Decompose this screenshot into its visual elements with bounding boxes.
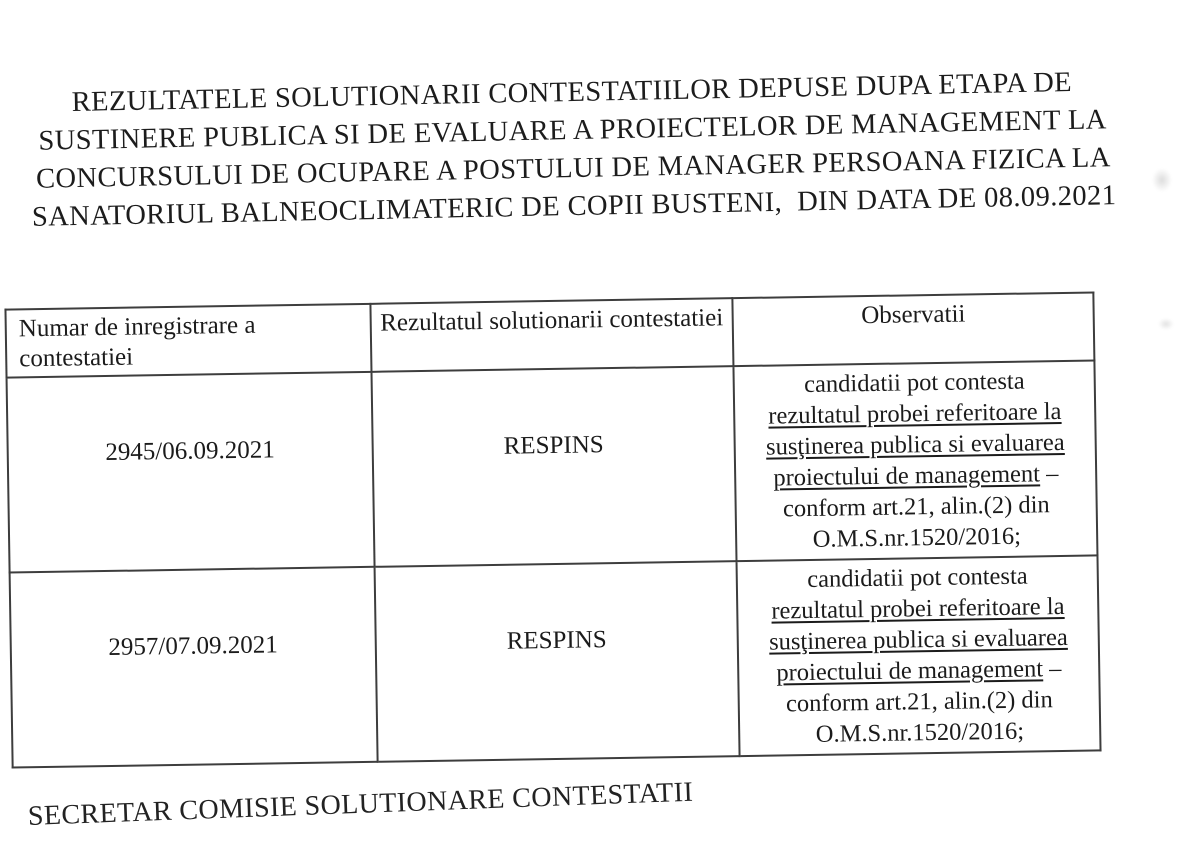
- observation-dash: –: [1042, 655, 1062, 683]
- observation-line: conform art.21, alin.(2) din: [785, 686, 1053, 718]
- table-row: [7, 360, 1098, 572]
- result-cell: RESPINS: [371, 366, 737, 567]
- title-line-3: CONCURSULUI DE OCUPARE A POSTULUI DE MANAGER PERSOANA FIZICA LA: [35, 142, 1111, 195]
- scan-artifact: [1152, 168, 1172, 192]
- header-observations: Observatii: [733, 292, 1095, 366]
- scan-artifact: [1158, 318, 1174, 330]
- title-line-4: SANATORIUL BALNEOCLIMATERIC DE COPII BUSTENI, DIN DATA DE 08.09.2021: [31, 180, 1117, 233]
- observation-underlined-text: proiectului de management: [776, 655, 1044, 687]
- title-line-1: REZULTATELE SOLUTIONARII CONTESTATIILOR DEPUSE DUPA ETAPA DE: [71, 66, 1073, 119]
- contestation-results-table: [4, 291, 1101, 768]
- table-row: [10, 555, 1101, 767]
- observations-cell: [737, 555, 1101, 756]
- observation-dash: –: [1039, 460, 1059, 488]
- observation-line: candidatii pot contesta: [803, 367, 1025, 399]
- observation-line: rezultatul probei referitoare la: [768, 398, 1062, 430]
- observation-line: susţinerea publica si evaluarea: [768, 623, 1068, 656]
- registration-number-cell: 2945/06.09.2021: [7, 372, 375, 573]
- header-registration-number: Numar de inregistrare a contestatiei: [5, 304, 371, 378]
- header-result: Rezultatul solutionarii contestatiei: [370, 298, 734, 372]
- observation-line: O.M.S.nr.1520/2016;: [812, 522, 1022, 553]
- observation-line: conform art.21, alin.(2) din: [782, 491, 1050, 523]
- observation-underlined-text: proiectului de management: [773, 460, 1041, 492]
- observation-line: O.M.S.nr.1520/2016;: [815, 717, 1025, 748]
- title-line-2: SUSTINERE PUBLICA SI DE EVALUARE A PROIECTELOR DE MANAGEMENT LA: [38, 104, 1107, 157]
- observation-line: rezultatul probei referitoare la: [771, 592, 1065, 625]
- document-title: [27, 63, 1120, 237]
- observations-cell: [734, 360, 1098, 561]
- observation-line: candidatii pot contesta: [807, 562, 1028, 594]
- registration-number-cell: 2957/07.09.2021: [10, 567, 378, 768]
- signature-title-line: SECRETAR COMISIE SOLUTIONARE CONTESTATII: [27, 776, 694, 832]
- observation-line: susţinerea publica si evaluarea: [765, 428, 1065, 461]
- result-cell: RESPINS: [374, 561, 740, 762]
